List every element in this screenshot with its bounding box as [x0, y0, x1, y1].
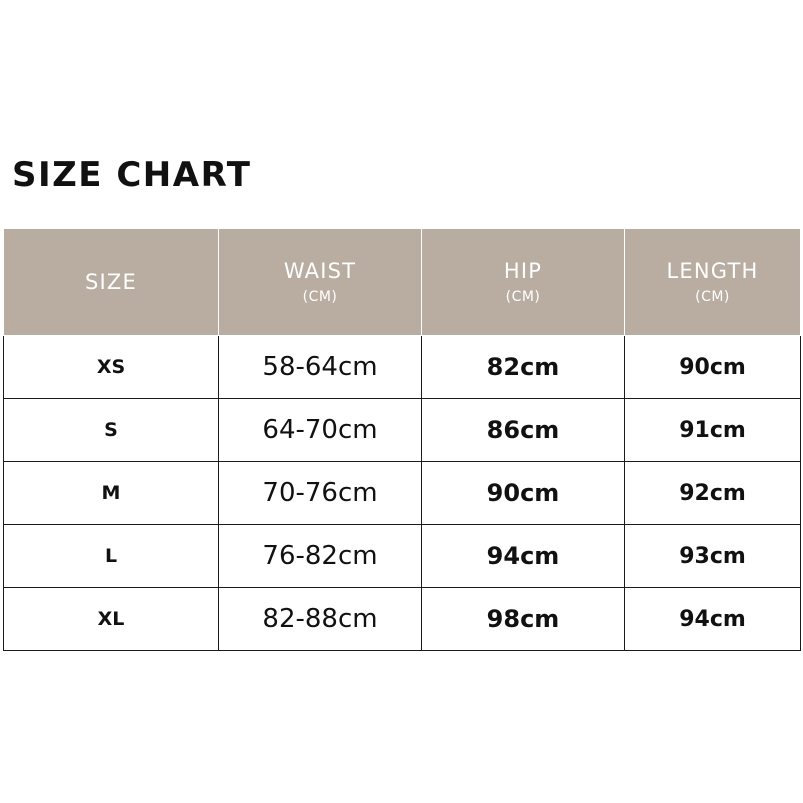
cell-waist: 70-76cm — [219, 462, 422, 525]
column-header-hip-unit: (CM) — [505, 289, 541, 305]
column-header-size-label: SIZE — [85, 270, 137, 294]
table-header-row — [4, 229, 801, 336]
table-row — [4, 336, 801, 399]
cell-length: 91cm — [625, 399, 801, 462]
column-header-length-label: LENGTH — [666, 259, 759, 283]
cell-length: 90cm — [625, 336, 801, 399]
table-header — [4, 229, 801, 336]
column-header-hip — [422, 229, 625, 336]
cell-size: M — [4, 462, 219, 525]
column-header-hip-label: HIP — [503, 259, 543, 283]
column-header-waist-label: WAIST — [283, 259, 357, 283]
cell-hip: 86cm — [422, 399, 625, 462]
table-row — [4, 462, 801, 525]
cell-waist: 64-70cm — [219, 399, 422, 462]
cell-length: 92cm — [625, 462, 801, 525]
column-header-length-unit: (CM) — [695, 289, 730, 305]
cell-hip: 94cm — [422, 525, 625, 588]
column-header-size — [4, 229, 219, 336]
cell-size: L — [4, 525, 219, 588]
column-header-waist — [219, 229, 422, 336]
size-chart-container — [3, 228, 800, 651]
cell-waist: 82-88cm — [219, 588, 422, 651]
cell-size: XL — [4, 588, 219, 651]
table-row — [4, 399, 801, 462]
cell-length: 94cm — [625, 588, 801, 651]
column-header-waist-unit: (CM) — [302, 289, 338, 305]
cell-length: 93cm — [625, 525, 801, 588]
cell-hip: 82cm — [422, 336, 625, 399]
column-header-length — [625, 229, 801, 336]
cell-size: S — [4, 399, 219, 462]
cell-waist: 76-82cm — [219, 525, 422, 588]
cell-size: XS — [4, 336, 219, 399]
size-chart-table — [3, 228, 801, 651]
cell-waist: 58-64cm — [219, 336, 422, 399]
table-row — [4, 525, 801, 588]
cell-hip: 90cm — [422, 462, 625, 525]
table-row — [4, 588, 801, 651]
cell-hip: 98cm — [422, 588, 625, 651]
page-title: SIZE CHART — [12, 155, 252, 195]
table-body — [4, 336, 801, 651]
